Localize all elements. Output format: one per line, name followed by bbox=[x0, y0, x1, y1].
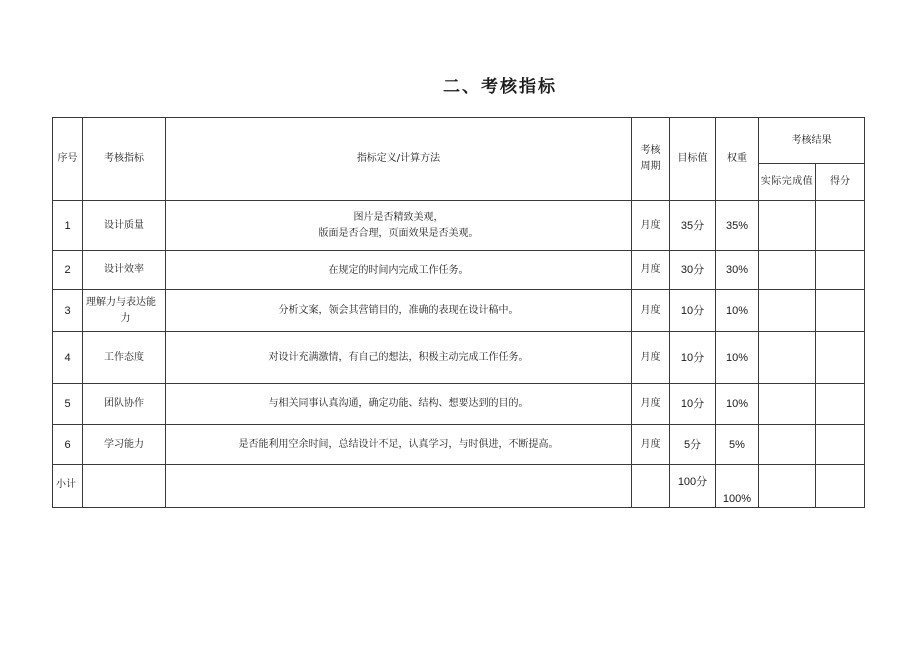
subtotal-indicator bbox=[83, 465, 166, 508]
row-score bbox=[816, 201, 865, 251]
row-definition: 对设计充满激情，有自己的想法，积极主动完成工作任务。 bbox=[166, 332, 632, 384]
row-indicator-line1: 理解力与表达能 bbox=[86, 296, 156, 308]
row-target: 30分 bbox=[670, 251, 716, 290]
header-period-line2: 周期 bbox=[640, 161, 661, 172]
row-weight: 10% bbox=[716, 332, 759, 384]
row-indicator: 学习能力 bbox=[83, 425, 166, 465]
row-actual bbox=[759, 425, 816, 465]
row-actual bbox=[759, 384, 816, 425]
row-target: 5分 bbox=[670, 425, 716, 465]
row-definition-line2: 版面是否合理，页面效果是否美观。 bbox=[318, 227, 479, 239]
row-period: 月度 bbox=[632, 290, 670, 332]
subtotal-label: 小计 bbox=[53, 465, 83, 508]
subtotal-weight: 100% bbox=[716, 465, 759, 508]
subtotal-target: 100分 bbox=[670, 465, 716, 508]
row-actual bbox=[759, 201, 816, 251]
row-weight: 30% bbox=[716, 251, 759, 290]
row-index: 3 bbox=[53, 290, 83, 332]
row-actual bbox=[759, 290, 816, 332]
header-period-line1: 考核 bbox=[640, 145, 661, 156]
row-target: 35分 bbox=[670, 201, 716, 251]
row-indicator: 工作态度 bbox=[83, 332, 166, 384]
header-weight: 权重 bbox=[716, 118, 759, 201]
table-row bbox=[53, 201, 865, 251]
row-index: 1 bbox=[53, 201, 83, 251]
row-index: 4 bbox=[53, 332, 83, 384]
row-indicator bbox=[83, 290, 166, 332]
table-row bbox=[53, 425, 865, 465]
row-target: 10分 bbox=[670, 290, 716, 332]
row-period: 月度 bbox=[632, 425, 670, 465]
table-row bbox=[53, 332, 865, 384]
row-definition-line1: 图片是否精致美观， bbox=[353, 211, 444, 223]
row-indicator: 设计质量 bbox=[83, 201, 166, 251]
row-indicator-line2: 力 bbox=[120, 312, 131, 324]
header-score: 得分 bbox=[816, 164, 865, 201]
kpi-table bbox=[52, 117, 865, 508]
table-row bbox=[53, 290, 865, 332]
header-index: 序号 bbox=[53, 118, 83, 201]
header-definition: 指标定义/计算方法 bbox=[166, 118, 632, 201]
row-definition: 与相关同事认真沟通，确定功能、结构、想要达到的目的。 bbox=[166, 384, 632, 425]
row-index: 2 bbox=[53, 251, 83, 290]
row-actual bbox=[759, 251, 816, 290]
row-definition bbox=[166, 201, 632, 251]
subtotal-row bbox=[53, 465, 865, 508]
row-score bbox=[816, 251, 865, 290]
row-target: 10分 bbox=[670, 332, 716, 384]
row-score bbox=[816, 332, 865, 384]
row-indicator: 团队协作 bbox=[83, 384, 166, 425]
header-row bbox=[53, 118, 865, 164]
row-definition: 分析文案，领会其营销目的，准确的表现在设计稿中。 bbox=[166, 290, 632, 332]
subtotal-period bbox=[632, 465, 670, 508]
row-index: 5 bbox=[53, 384, 83, 425]
table-row bbox=[53, 384, 865, 425]
table-row bbox=[53, 251, 865, 290]
row-weight: 5% bbox=[716, 425, 759, 465]
header-actual: 实际完成值 bbox=[759, 164, 816, 201]
row-period: 月度 bbox=[632, 251, 670, 290]
page-title: 二、考核指标 bbox=[443, 77, 557, 97]
row-score bbox=[816, 290, 865, 332]
row-period: 月度 bbox=[632, 201, 670, 251]
header-indicator: 考核指标 bbox=[83, 118, 166, 201]
row-definition: 在规定的时间内完成工作任务。 bbox=[166, 251, 632, 290]
row-definition: 是否能利用空余时间，总结设计不足，认真学习，与时俱进，不断提高。 bbox=[166, 425, 632, 465]
row-period: 月度 bbox=[632, 332, 670, 384]
row-score bbox=[816, 384, 865, 425]
row-weight: 35% bbox=[716, 201, 759, 251]
header-period bbox=[632, 118, 670, 201]
row-indicator: 设计效率 bbox=[83, 251, 166, 290]
row-actual bbox=[759, 332, 816, 384]
header-target: 目标值 bbox=[670, 118, 716, 201]
row-index: 6 bbox=[53, 425, 83, 465]
header-result: 考核结果 bbox=[759, 118, 865, 164]
row-weight: 10% bbox=[716, 290, 759, 332]
row-score bbox=[816, 425, 865, 465]
row-period: 月度 bbox=[632, 384, 670, 425]
row-target: 10分 bbox=[670, 384, 716, 425]
subtotal-actual bbox=[759, 465, 816, 508]
subtotal-definition bbox=[166, 465, 632, 508]
subtotal-score bbox=[816, 465, 865, 508]
row-weight: 10% bbox=[716, 384, 759, 425]
